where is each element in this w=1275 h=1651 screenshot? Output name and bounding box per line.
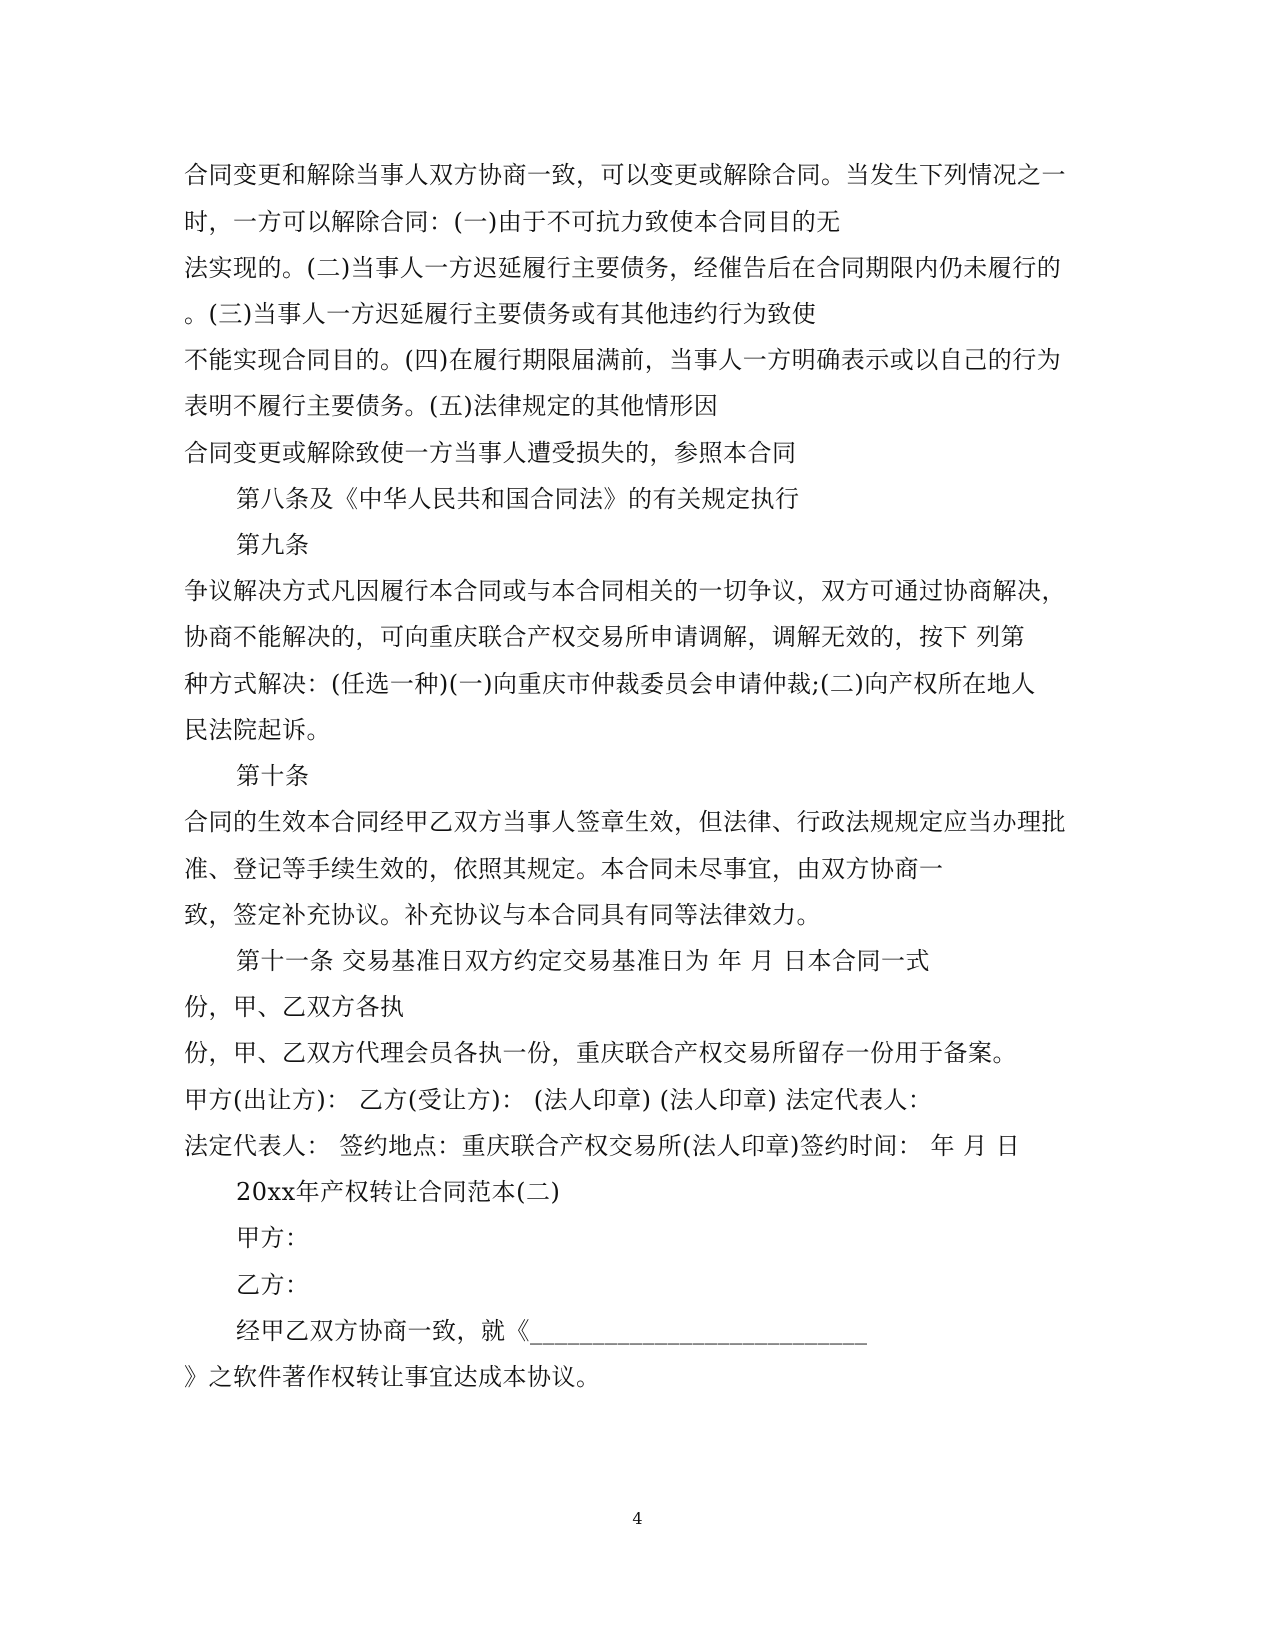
text-line: 不能实现合同目的。(四)在履行期限届满前，当事人一方明确表示或以自己的行为 [184, 346, 1062, 374]
text-line: 份，甲、乙双方各执 [184, 993, 405, 1021]
text-line: 争议解决方式凡因履行本合同或与本合同相关的一切争议，双方可通过协商解决， [184, 577, 1066, 605]
section-title: 20xx年产权转让合同范本(二) [236, 1178, 561, 1206]
text-line: 合同变更或解除致使一方当事人遭受损失的，参照本合同 [184, 439, 797, 467]
signature-line: 法定代表人： 签约地点：重庆联合产权交易所(法人印章)签约时间： 年 月 日 [184, 1132, 1021, 1160]
text-line: 表明不履行主要债务。(五)法律规定的其他情形因 [184, 392, 719, 420]
party-b-label: 乙方： [236, 1271, 310, 1299]
text-line: 准、登记等手续生效的，依照其规定。本合同未尽事宜，由双方协商一 [184, 855, 944, 883]
text-line: 协商不能解决的，可向重庆联合产权交易所申请调解，调解无效的，按下 列第 [184, 623, 1026, 651]
text-line: 第十一条 交易基准日双方约定交易基准日为 年 月 日本合同一式 [236, 947, 931, 975]
text-line: 种方式解决：(任选一种)(一)向重庆市仲裁委员会申请仲裁;(二)向产权所在地人 [184, 670, 1036, 698]
text-line: 法实现的。(二)当事人一方迟延履行主要债务，经催告后在合同期限内仍未履行的 [184, 254, 1062, 282]
text-line: 》之软件著作权转让事宜达成本协议。 [184, 1363, 601, 1391]
party-a-label: 甲方： [236, 1224, 310, 1252]
text-line: 。(三)当事人一方迟延履行主要债务或有其他违约行为致使 [184, 300, 817, 328]
text-line: 合同变更和解除当事人双方协商一致，可以变更或解除合同。当发生下列情况之一 [184, 161, 1066, 189]
article-heading: 第十条 [236, 762, 310, 790]
text-line: 合同的生效本合同经甲乙双方当事人签章生效，但法律、行政法规规定应当办理批 [184, 808, 1066, 836]
page-number: 4 [632, 1509, 643, 1528]
text-line: 致，签定补充协议。补充协议与本合同具有同等法律效力。 [184, 901, 821, 929]
signature-line: 甲方(出让方)： 乙方(受让方)： (法人印章) (法人印章) 法定代表人： [184, 1086, 933, 1114]
text-line: 经甲乙双方协商一致，就《___________________________ [236, 1317, 868, 1345]
text-line: 民法院起诉。 [184, 716, 331, 744]
text-line: 第八条及《中华人民共和国合同法》的有关规定执行 [236, 485, 800, 513]
text-line: 份，甲、乙双方代理会员各执一份，重庆联合产权交易所留存一份用于备案。 [184, 1039, 1017, 1067]
article-heading: 第九条 [236, 531, 310, 559]
text-line: 时，一方可以解除合同：(一)由于不可抗力致使本合同目的无 [184, 208, 841, 236]
